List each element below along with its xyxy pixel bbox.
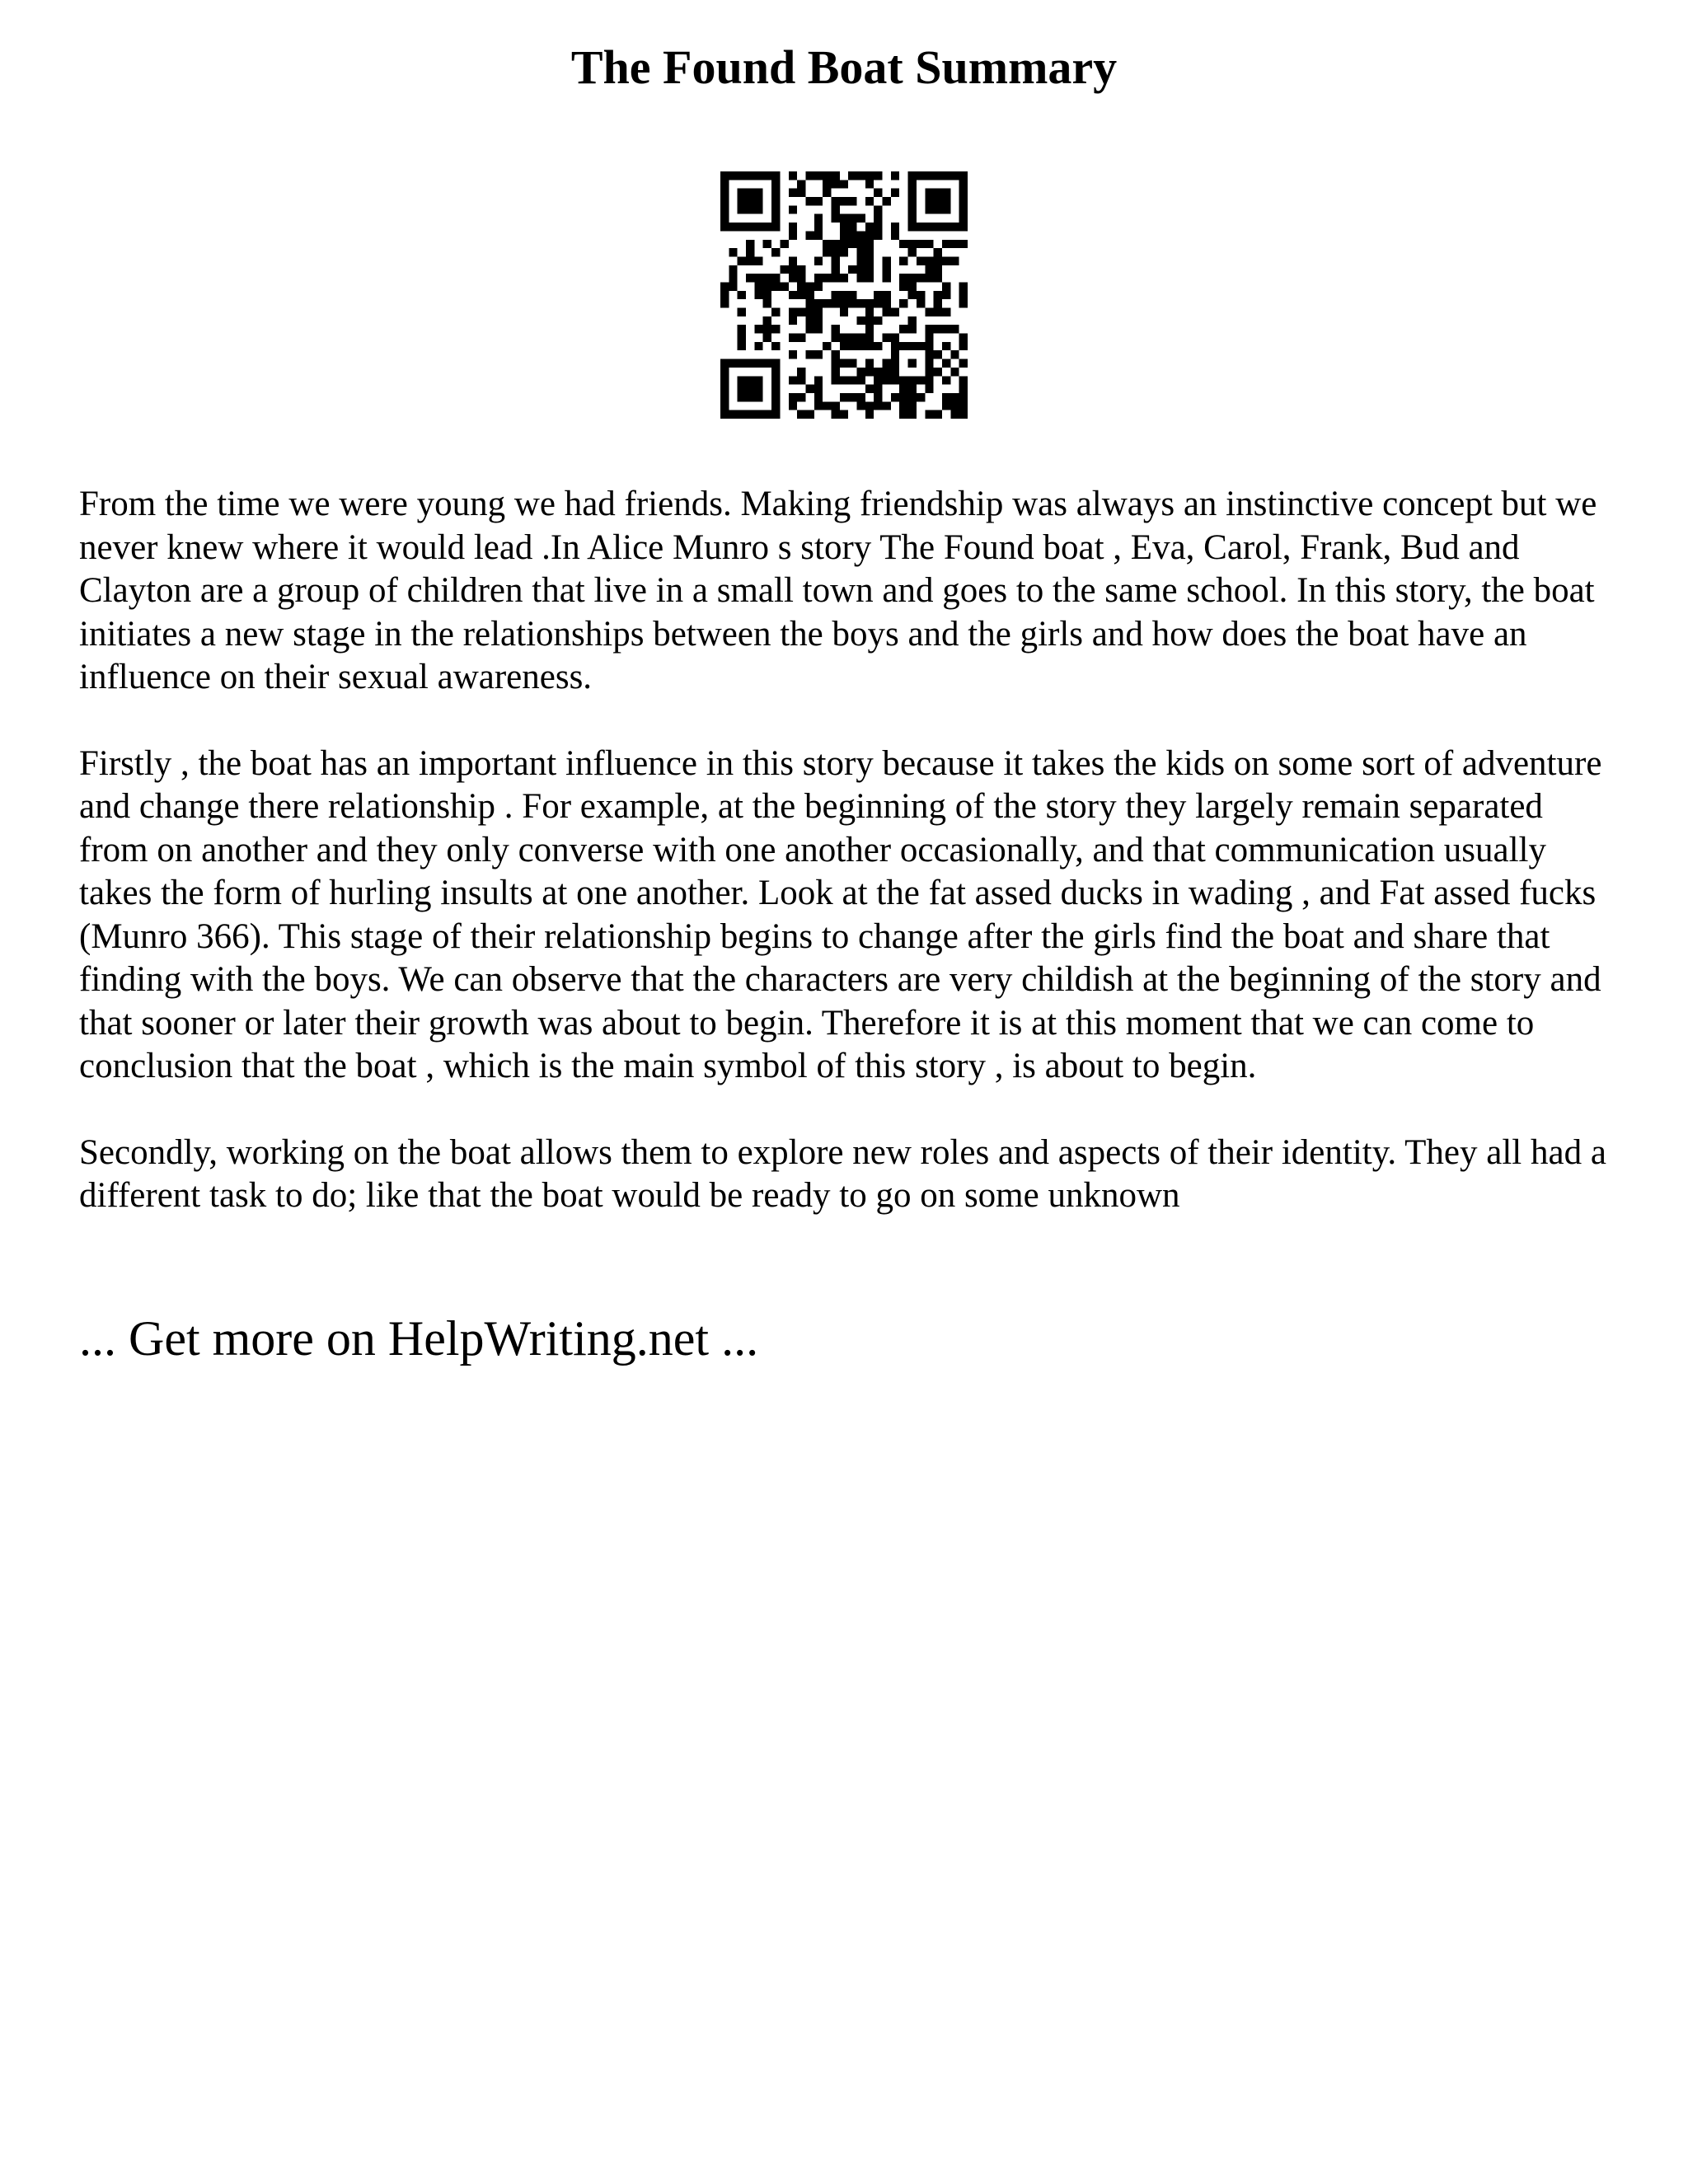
get-more-link[interactable]: ... Get more on HelpWriting.net ... (79, 1311, 759, 1366)
page-title: The Found Boat Summary (570, 40, 1118, 94)
paragraph-intro: From the time we were young we had friends. Making friendship was always an instinctive concept but we never knew where it would lead .In Alice Munro s story The Found boat , Eva, Carol, Frank, Bud and Clayton are a group of children that live in a small town and goes to the same school. In this story, the boat initiates a new stage in the relationships between the boys and the girls and how does the boat have an influence on their sexual awareness. (79, 485, 1597, 696)
qr-code-icon (720, 171, 968, 419)
paragraph-secondly: Secondly, working on the boat allows them to explore new roles and aspects of their identity. They all had a different task to do; like that the boat would be ready to go on some unknown (79, 1132, 1606, 1215)
paragraph-firstly: Firstly , the boat has an important influence in this story because it takes the kids on some sort of adventure and change there relationship . For example, at the beginning of the story they largely remain separated from on another and they only converse with one another occasionally, and that communication usually takes the form of hurling insults at one another. Look at the fat assed ducks in wading , and Fat assed fucks (Munro 366). This stage of their relationship begins to change after the girls find the boat and share that finding with the boys. We can observe that the characters are very childish at the beginning of the story and that sooner or later their growth was about to begin. Therefore it is at this moment that we can come to conclusion that the boat , which is the main symbol of this story , is about to begin. (79, 743, 1602, 1085)
document-body (79, 483, 1620, 1261)
